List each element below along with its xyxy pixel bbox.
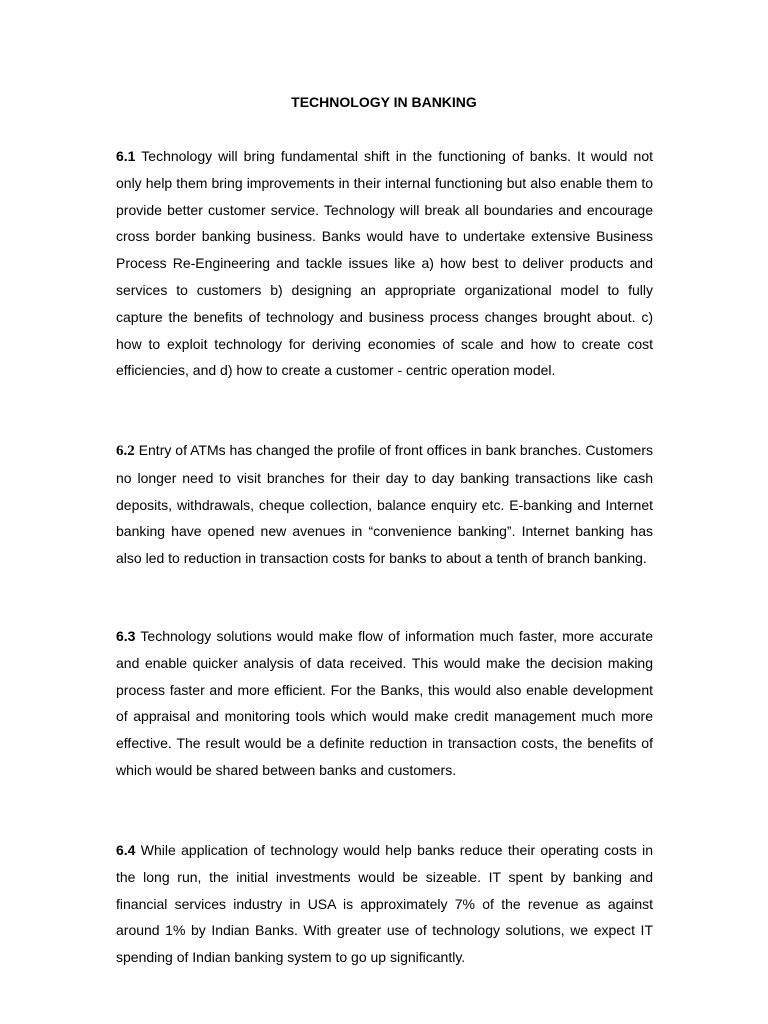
paragraph-number: 6.4 <box>116 842 136 858</box>
paragraph-text: Entry of ATMs has changed the profile of front offices in bank branches. Customers no longer need to visit branches for their day to day banking transactions like cash deposits, withdrawals, cheque collection, balance enquiry etc. E-banking and Internet banking have opened new avenues in “convenience banking”. Internet banking has also led to reduction in transaction costs for banks to about a tenth of branch banking. <box>116 442 654 567</box>
paragraph-number: 6.2 <box>116 443 135 459</box>
paragraph-number: 6.3 <box>116 628 136 644</box>
paragraph-text: Technology will bring fundamental shift in the functioning of banks. It would not only help them bring improvements in their internal functioning but also enable them to provide better customer service. Technology will break all boundaries and encourage cross border banking business. Banks would have to undertake extensive Business Process Re-Engineering and tackle issues like a) how best to deliver products and services to customers b) designing an appropriate organizational model to fully capture the benefits of technology and business process changes brought about. c) how to exploit technology for deriving economies of scale and how to create cost efficiencies, and d) how to create a customer - centric operation model. <box>116 148 653 379</box>
paragraph-number: 6.1 <box>116 148 136 164</box>
document-title: TECHNOLOGY IN BANKING <box>291 94 477 110</box>
paragraph-6-3 <box>116 623 653 784</box>
paragraph-6-1 <box>116 143 653 384</box>
paragraph-6-2 <box>116 437 653 572</box>
paragraph-text: Technology solutions would make flow of information much faster, more accurate and enable quicker analysis of data received. This would make the decision making process faster and more efficient. For the Banks, this would also enable development of appraisal and monitoring tools which would make credit management much more effective. The result would be a definite reduction in transaction costs, the benefits of which would be shared between banks and customers. <box>116 628 654 778</box>
paragraph-text: While application of technology would help banks reduce their operating costs in the long run, the initial investments would be sizeable. IT spent by banking and financial services industry in USA is approximately 7% of the revenue as against around 1% by Indian Banks. With greater use of technology solutions, we expect IT spending of Indian banking system to go up significantly. <box>116 842 654 966</box>
paragraph-6-4 <box>116 837 653 971</box>
